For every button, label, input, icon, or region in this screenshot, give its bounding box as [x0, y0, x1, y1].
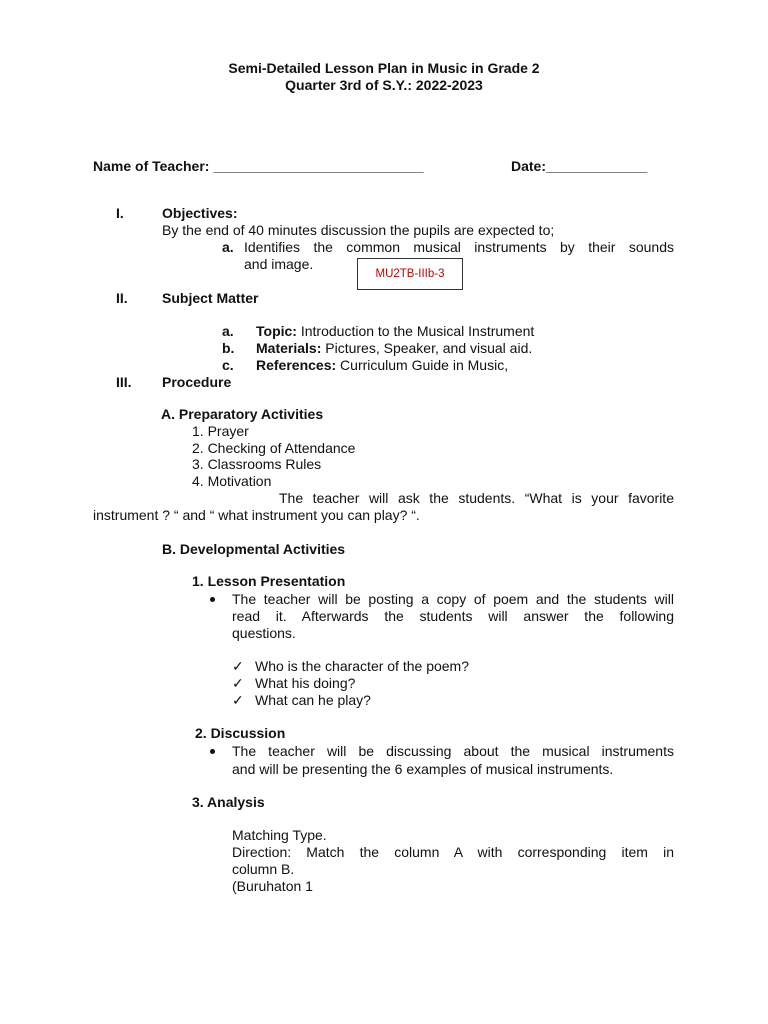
- subject-item-label: Materials:: [256, 340, 322, 356]
- developmental-heading: B. Developmental Activities: [162, 541, 346, 557]
- subject-item-references: [256, 357, 508, 374]
- question-item: What can he play?: [255, 692, 371, 708]
- document-title: Semi-Detailed Lesson Plan in Music in Grade 2: [228, 60, 540, 76]
- objectives-intro: By the end of 40 minutes discussion the pupils are expected to;: [162, 222, 555, 238]
- lesson-presentation-line-2: read it. Afterwards the students will answer the following: [232, 608, 674, 624]
- subject-item-label: Topic:: [256, 323, 297, 339]
- motivation-text-line-1: The teacher will ask the students. “What is your favorite: [279, 490, 674, 506]
- subject-item-materials: [256, 340, 532, 357]
- subject-item-topic: [256, 323, 534, 340]
- preparatory-item: 4. Motivation: [192, 473, 272, 489]
- subject-matter-numeral: II.: [116, 290, 128, 306]
- lesson-presentation-line-1: The teacher will be posting a copy of poem and the students will: [232, 591, 674, 607]
- preparatory-item: 3. Classrooms Rules: [192, 456, 322, 472]
- lesson-presentation-line-3: questions.: [232, 625, 296, 641]
- checkmark-icon: ✓: [232, 658, 244, 674]
- objective-letter: a.: [222, 239, 234, 255]
- preparatory-item: 1. Prayer: [192, 423, 249, 439]
- preparatory-item: 2. Checking of Attendance: [192, 440, 356, 456]
- procedure-heading: Procedure: [162, 374, 232, 390]
- bullet-icon: [210, 749, 215, 754]
- analysis-direction-line-2: column B.: [232, 861, 295, 877]
- analysis-task: (Buruhaton 1: [232, 878, 313, 894]
- subject-matter-heading: Subject Matter: [162, 290, 259, 306]
- document-quarter: Quarter 3rd of S.Y.: 2022-2023: [285, 77, 483, 93]
- subject-item-label: References:: [256, 357, 337, 373]
- subject-item-letter: b.: [222, 340, 235, 356]
- motivation-text-line-2: instrument ? “ and “ what instrument you can play? “.: [93, 507, 420, 523]
- competency-code-box: MU2TB-IIIb-3: [357, 258, 463, 290]
- preparatory-heading: A. Preparatory Activities: [161, 406, 324, 422]
- discussion-heading: 2. Discussion: [195, 725, 286, 741]
- procedure-numeral: III.: [116, 374, 132, 390]
- question-item: Who is the character of the poem?: [255, 658, 469, 674]
- question-item: What his doing?: [255, 675, 356, 691]
- subject-item-letter: a.: [222, 323, 234, 339]
- objectives-heading: Objectives:: [162, 205, 238, 221]
- subject-item-value: Pictures, Speaker, and visual aid.: [321, 340, 533, 356]
- discussion-line-2: and will be presenting the 6 examples of musical instruments.: [232, 761, 614, 777]
- checkmark-icon: ✓: [232, 675, 244, 691]
- bullet-icon: [210, 597, 215, 602]
- analysis-type: Matching Type.: [232, 827, 327, 843]
- discussion-line-1: The teacher will be discussing about the musical instruments: [232, 743, 674, 759]
- teacher-name-field: Name of Teacher: ___________________________: [93, 158, 424, 174]
- objective-line-2: and image.: [244, 256, 314, 272]
- objectives-numeral: I.: [116, 205, 124, 221]
- date-field: Date:_____________: [511, 158, 648, 174]
- analysis-heading: 3. Analysis: [192, 794, 265, 810]
- subject-item-letter: c.: [222, 357, 234, 373]
- analysis-direction-line-1: Direction: Match the column A with corresponding item in: [232, 844, 674, 860]
- checkmark-icon: ✓: [232, 692, 244, 708]
- subject-item-value: Introduction to the Musical Instrument: [296, 323, 535, 339]
- subject-item-value: Curriculum Guide in Music,: [336, 357, 509, 373]
- objective-line-1: Identifies the common musical instruments by their sounds: [244, 239, 674, 255]
- lesson-presentation-heading: 1. Lesson Presentation: [192, 573, 346, 589]
